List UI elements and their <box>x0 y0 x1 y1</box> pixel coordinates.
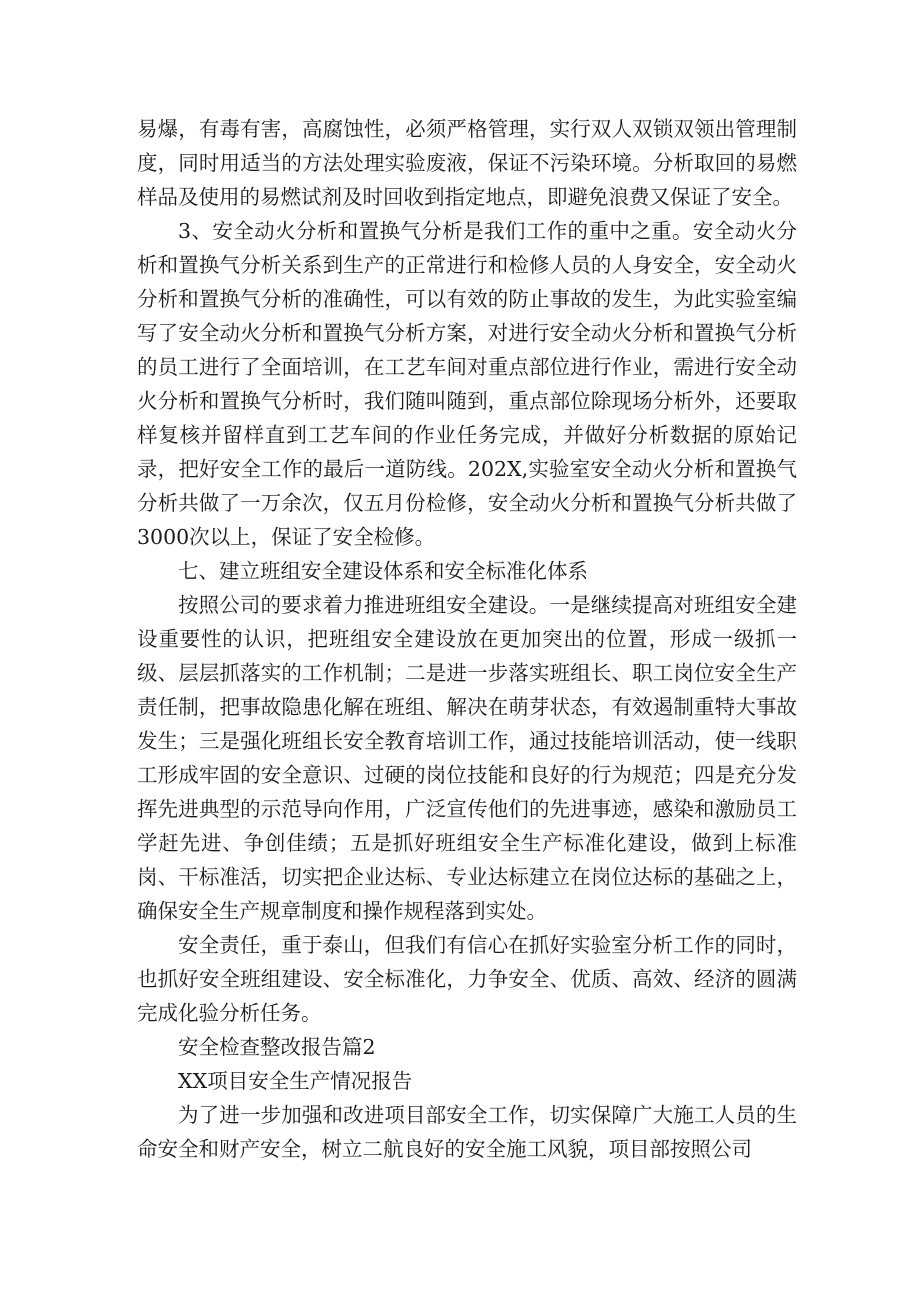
section-heading-7: 七、建立班组安全建设体系和安全标准化体系 <box>178 559 588 583</box>
paragraph-continued: 易爆，有毒有害，高腐蚀性，必须严格管理，实行双人双锁双领出管理制度，同时用适当的方法处理实验废液，保证不污染环境。分析取回的易燃样品及使用的易燃试剂及时回收到指定地点，即避免浪费又保证了安全。 <box>137 117 797 209</box>
report-title-2: 安全检查整改报告篇2 <box>178 1035 376 1059</box>
document-body <box>137 112 797 1166</box>
project-report-title: XX项目安全生产情况报告 <box>178 1069 413 1093</box>
paragraph-intro: 为了进一步加强和改进项目部安全工作，切实保障广大施工人员的生命安全和财产安全，树立二航良好的安全施工风貌，项目部按照公司 <box>137 1103 797 1161</box>
paragraph-conclusion: 安全责任，重于泰山，但我们有信心在抓好实验室分析工作的同时，也抓好安全班组建设、安全标准化，力争安全、优质、高效、经济的圆满完成化验分析任务。 <box>137 933 797 1025</box>
paragraph-item-3: 3、安全动火分析和置换气分析是我们工作的重中之重。安全动火分析和置换气分析关系到生产的正常进行和检修人员的人身安全，安全动火分析和置换气分析的准确性，可以有效的防止事故的发生，为此实验室编写了安全动火分析和置换气分析方案，对进行安全动火分析和置换气分析的员工进行了全面培训，在工艺车间对重点部位进行作业，需进行安全动火分析和置换气分析时，我们随叫随到，重点部位除现场分析外，还要取样复核并留样直到工艺车间的作业任务完成，并做好分析数据的原始记录，把好安全工作的最后一道防线。202X,实验室安全动火分析和置换气分析共做了一万余次，仅五月份检修，安全动火分析和置换气分析共做了3000次以上，保证了安全检修。 <box>137 219 797 549</box>
paragraph-team-safety: 按照公司的要求着力推进班组安全建设。一是继续提高对班组安全建设重要性的认识，把班组安全建设放在更加突出的位置，形成一级抓一级、层层抓落实的工作机制；二是进一步落实班组长、职工岗位安全生产责任制，把事故隐患化解在班组、解决在萌芽状态，有效遏制重特大事故发生；三是强化班组长安全教育培训工作，通过技能培训活动，使一线职工形成牢固的安全意识、过硬的岗位技能和良好的行为规范；四是充分发挥先进典型的示范导向作用，广泛宣传他们的先进事迹，感染和激励员工学赶先进、争创佳绩；五是抓好班组安全生产标准化建设，做到上标准岗、干标准活，切实把企业达标、专业达标建立在岗位达标的基础之上，确保安全生产规章制度和操作规程落到实处。 <box>137 593 797 923</box>
